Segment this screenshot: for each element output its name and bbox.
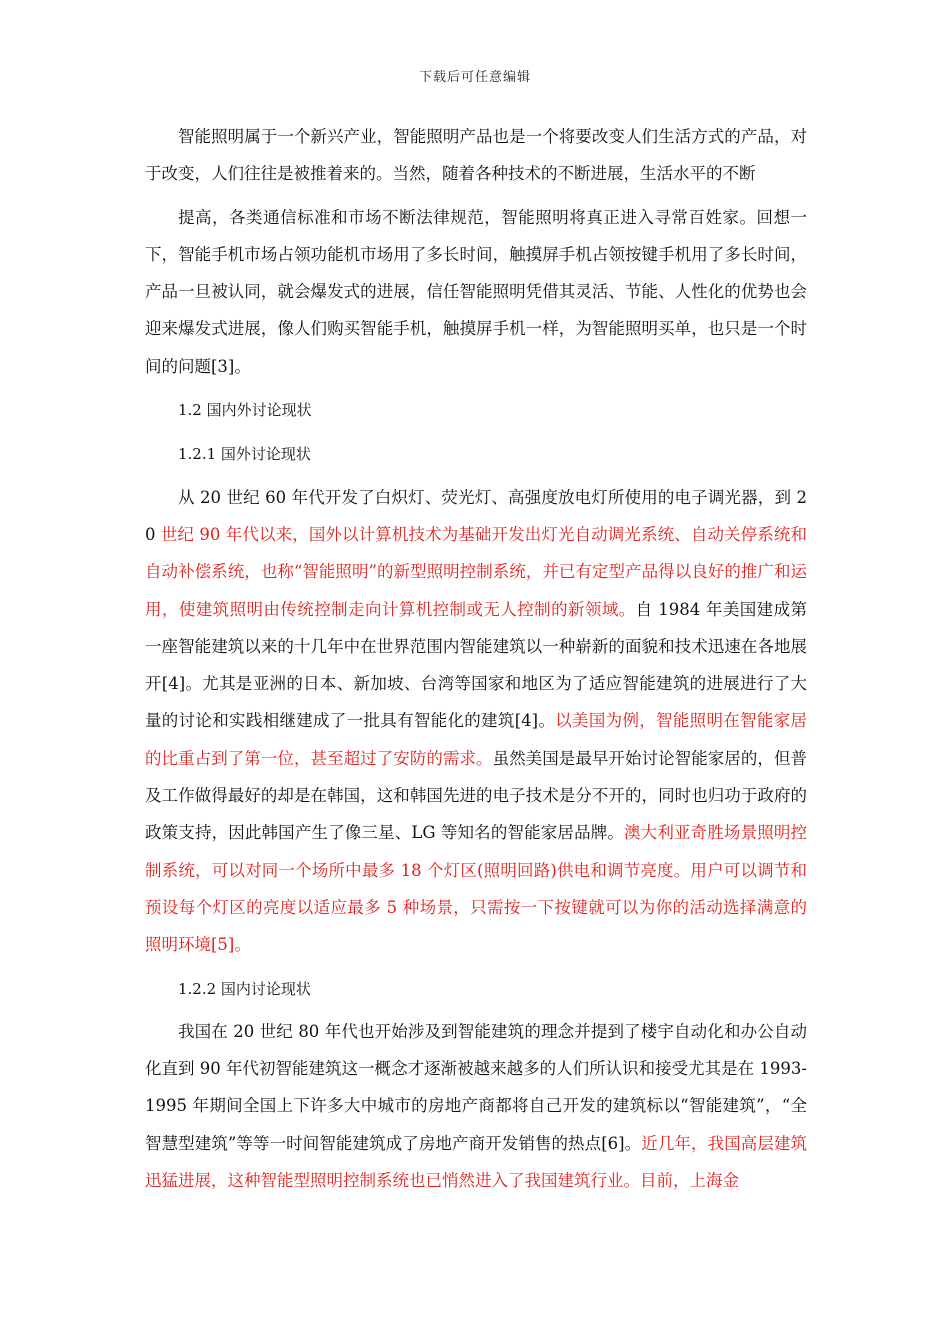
paragraph-foreign-research <box>145 479 807 964</box>
section-heading-1-2-1: 1.2.1 国外讨论现状 <box>178 445 311 464</box>
paragraph-intro: 智能照明属于一个新兴产业，智能照明产品也是一个将要改变人们生活方式的产品，对于改变，人们往往是被推着来的。当然，随着各种技术的不断进展，生活水平的不断 <box>145 127 807 184</box>
highlighted-text: 以美国为例，智能照明在智能家居的比重占到了第一位，甚至超过了安防的需求。 <box>145 711 808 768</box>
text-run: 虽然美国是最早开始讨论智能家居的，但普及工作做得最好的却是在韩国，这和韩国先进的电子技术是分不开的，同时也归功于政府的政策支持，因此韩国产生了像三星、LG 等知名的智能家居品牌。 <box>145 748 808 843</box>
text-run: 从 20 世纪 60 年代开发了白炽灯、荧光灯、高强度放电灯所使用的电子调光器，到 20 <box>145 487 807 544</box>
section-heading-1-2-2: 1.2.2 国内讨论现状 <box>178 979 311 998</box>
text-run: 自 1984 年美国建成第一座智能建筑以来的十几年中在世界范围内智能建筑以一种崭新的面貌和技术迅速在各地展开[4]。尤其是亚洲的日本、新加坡、台湾等国家和地区为了适应智能建筑的进展进行了大量的讨论和实践相继建成了一批具有智能化的建筑[4]。 <box>145 599 808 731</box>
highlighted-text: 世纪 90 年代以来，国外以计算机技术为基础开发出灯光自动调光系统、自动关停系统和自动补偿系统，也称“智能照明”的新型照明控制系统，并已有定型产品得以良好的推广和运用，使建筑照明由传统控制走向计算机控制或无人控制的新领域。 <box>145 524 807 619</box>
page-header: 下载后可任意编辑 <box>418 70 531 85</box>
paragraph-continuation: 提高，各类通信标准和市场不断法律规范，智能照明将真正进入寻常百姓家。回想一下，智能手机市场占领功能机市场用了多长时间，触摸屏手机占领按键手机用了多长时间，产品一旦被认同，就会爆发式的进展，信任智能照明凭借其灵活、节能、人性化的优势也会迎来爆发式进展，像人们购买智能手机，触摸屏手机一样，为智能照明买单，也只是一个时间的问题[3]。 <box>145 207 807 376</box>
section-heading-1-2: 1.2 国内外讨论现状 <box>178 401 312 420</box>
text-run: 我国在 20 世纪 80 年代也开始涉及到智能建筑的理念并提到了楼宇自动化和办公自动化直到 90 年代初智能建筑这一概念才逐渐被越来越多的人们所认识和接受尤其是在 1993-1995 年期间全国上下许多大中城市的房地产商都将自己开发的建筑标以“智能建筑”，“全智慧型建筑”等等一时间智能建筑成了房地产商开发销售的热点[6]。 <box>145 1021 807 1153</box>
highlighted-text: 澳大利亚奇胜场景照明控制系统，可以对同一个场所中最多 18 个灯区(照明回路)供电和调节亮度。用户可以调节和预设每个灯区的亮度以适应最多 5 种场景，只需按一下按键就可以为你的活动选择满意的照明环境[5]。 <box>145 823 808 955</box>
paragraph-domestic-research <box>145 1013 807 1199</box>
highlighted-text: 近几年，我国高层建筑迅猛进展，这种智能型照明控制系统也已悄然进入了我国建筑行业。目前，上海金 <box>145 1133 808 1191</box>
document-body <box>145 118 807 1199</box>
